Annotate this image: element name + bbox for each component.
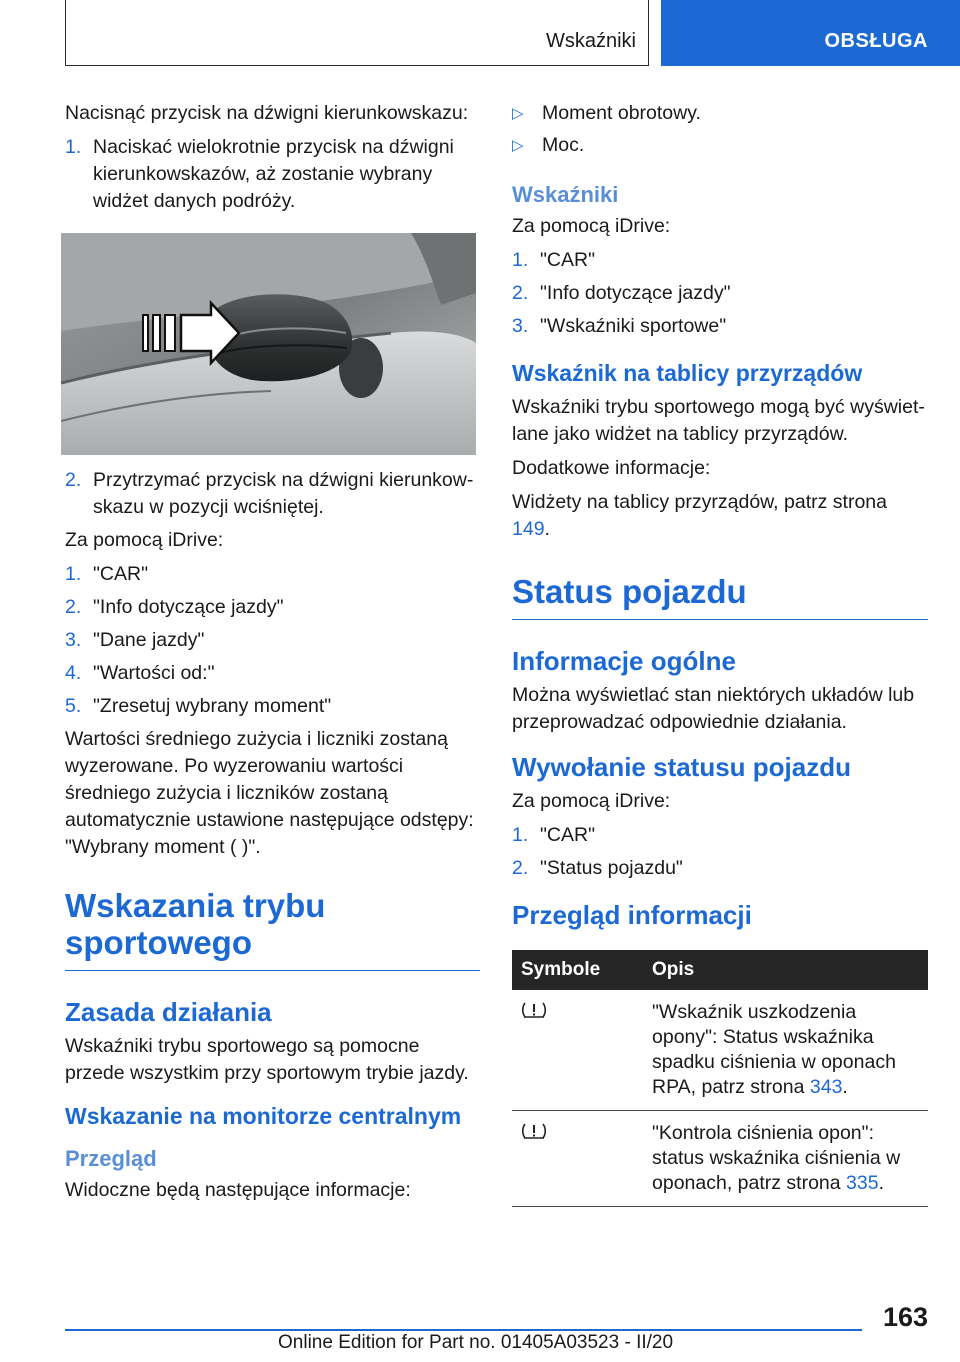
list-item (512, 247, 928, 274)
triangle-bullet-icon: ▷ (512, 105, 524, 122)
list-item (65, 594, 480, 621)
info-bullet-list (512, 100, 928, 159)
heading-sport-indicators: Wskazania trybu sportowego (65, 887, 480, 971)
table-row (512, 1111, 928, 1207)
table-header-row (512, 950, 928, 990)
step-number: 4. (65, 662, 82, 684)
page-link[interactable]: 343 (809, 1076, 843, 1098)
heading-central-monitor: Wskazanie na monitorze centralnym (65, 1103, 462, 1129)
intro-text: Nacisnąć przycisk na dźwigni kierunkowskazu: (65, 102, 469, 124)
idrive-steps-list (65, 561, 480, 720)
step-text: "CAR" (540, 824, 596, 846)
principle-text: Wskaźniki trybu sportowego są pomocne przede wszystkim przy sportowym trybie jazdy. (65, 1035, 469, 1084)
step-number: 2. (65, 469, 82, 491)
bullet-text: Moc. (542, 134, 585, 156)
right-column (512, 100, 928, 1207)
bullet-text: Moment obrotowy. (542, 102, 701, 124)
step-text: "Info dotyczące jazdy" (540, 282, 731, 304)
call-idrive-label: Za pomocą iDrive: (512, 790, 671, 812)
step-text: "Wartości od:" (93, 662, 215, 684)
step-text: "Status pojazdu" (540, 857, 683, 879)
left-column (65, 100, 480, 1211)
list-item (512, 132, 928, 159)
step-text: "Dane jazdy" (93, 629, 205, 651)
more-info-label: Dodatkowe informacje: (512, 457, 711, 479)
list-item (65, 467, 480, 521)
heading-principle: Zasada działania (65, 997, 272, 1027)
header-chapter-title: OBSŁUGA (824, 30, 928, 52)
page-link[interactable]: 335 (846, 1172, 879, 1194)
list-item (512, 855, 928, 882)
step-number: 2. (65, 596, 82, 618)
symbol-cell (512, 990, 643, 1111)
table-row (512, 990, 928, 1111)
list-item (512, 822, 928, 849)
list-item (512, 313, 928, 340)
header-section-title: Wskaźniki (545, 30, 636, 52)
step-text: "Zresetuj wybrany moment" (93, 695, 332, 717)
step-number: 3. (65, 629, 82, 651)
heading-info-overview: Przegląd informacji (512, 900, 752, 930)
step-text: Przytrzymać przycisk na dźwigni kierunkowskazu w pozycji wciśniętej. (93, 469, 474, 518)
tire-warning-icon (521, 1000, 547, 1020)
step-text: "Wskaźniki sportowe" (540, 315, 727, 337)
step-number: 2. (512, 857, 529, 879)
description-cell: "Wskaźnik uszkodzenia opony": Status wskaźnika spadku ciśnienia w oponach RPA, patrz strona 343. (643, 990, 928, 1111)
idrive-label: Za pomocą iDrive: (512, 215, 671, 237)
heading-overview: Przegląd (65, 1146, 157, 1171)
step-number: 1. (512, 824, 529, 846)
column-header-symbol: Symbole (512, 950, 643, 990)
heading-call-status: Wywołanie statusu pojazdu (512, 752, 852, 782)
overview-text: Widoczne będą następujące informacje: (65, 1179, 411, 1201)
list-item (65, 627, 480, 654)
step-number: 5. (65, 695, 82, 717)
list-item (512, 280, 928, 307)
more-info-text: Widżety na tablicy przyrządów, patrz strona 149. (512, 491, 887, 540)
call-steps-list (512, 822, 928, 882)
triangle-bullet-icon: ▷ (512, 137, 524, 154)
footer-divider (65, 1329, 862, 1331)
step-number: 1. (65, 563, 82, 585)
page-number: 163 (882, 1302, 928, 1332)
list-item (512, 100, 928, 127)
heading-general-info: Informacje ogólne (512, 646, 736, 676)
step-text: "Info dotyczące jazdy" (93, 596, 284, 618)
symbol-cell (512, 1111, 643, 1207)
idrive-label: Za pomocą iDrive: (65, 529, 224, 551)
turn-signal-lever-photo (61, 233, 476, 455)
idrive-steps-list (512, 247, 928, 340)
lever-illustration (61, 233, 476, 455)
list-item (65, 660, 480, 687)
step-text: "CAR" (93, 563, 149, 585)
description-text: "Kontrola ciśnienia opon": status wskaźnika ciśnienia w oponach, patrz strona (652, 1122, 901, 1194)
heading-indicators: Wskaźniki (512, 182, 619, 207)
description-text: "Wskaźnik uszkodzenia opony": Status wskaźnika spadku ciśnienia w oponach RPA, patrz strona (652, 1001, 896, 1098)
list-item (65, 693, 480, 720)
info-overview-table (512, 950, 928, 1207)
heading-vehicle-status: Status pojazdu (512, 573, 928, 620)
step-number: 1. (512, 249, 529, 271)
step-text: Naciskać wielokrotnie przycisk na dźwigni kierunkowskazów, aż zostanie wybrany widżet danych podróży. (93, 136, 454, 212)
general-text: Można wyświetlać stan niektórych układów lub przeprowadzać odpowiednie działania. (512, 684, 915, 733)
heading-instrument-cluster: Wskaźnik na tablicy przyrządów (512, 360, 863, 386)
footer-edition: Online Edition for Part no. 01405A03523 - II/20 (278, 1332, 674, 1353)
step-number: 2. (512, 282, 529, 304)
column-header-description: Opis (643, 950, 928, 990)
header-chapter-tab[interactable] (661, 0, 960, 66)
step-number: 3. (512, 315, 529, 337)
page-link[interactable]: 149 (512, 518, 545, 540)
step-text: "CAR" (540, 249, 596, 271)
description-cell: "Kontrola ciśnienia opon": status wskaźnika ciśnienia w oponach, patrz strona 335. (643, 1111, 928, 1207)
more-info-sentence: Widżety na tablicy przyrządów, patrz strona (512, 491, 887, 513)
step-number: 1. (65, 136, 82, 158)
steps-list-a (65, 134, 480, 215)
reset-text: Wartości średniego zużycia i liczniki zostaną wyzerowane. Po wyzerowaniu wartości średniego zużycia i liczników zostaną automatycznie ustawione następujące odstępy: "Wybrany moment ( )". (65, 728, 474, 858)
tire-warning-icon (521, 1121, 547, 1141)
header-section-box (65, 0, 649, 66)
steps-list-b (65, 467, 480, 521)
cluster-text: Wskaźniki trybu sportowego mogą być wyświetlane jako widżet na tablicy przyrządów. (512, 396, 925, 445)
list-item (65, 561, 480, 588)
list-item (65, 134, 480, 215)
